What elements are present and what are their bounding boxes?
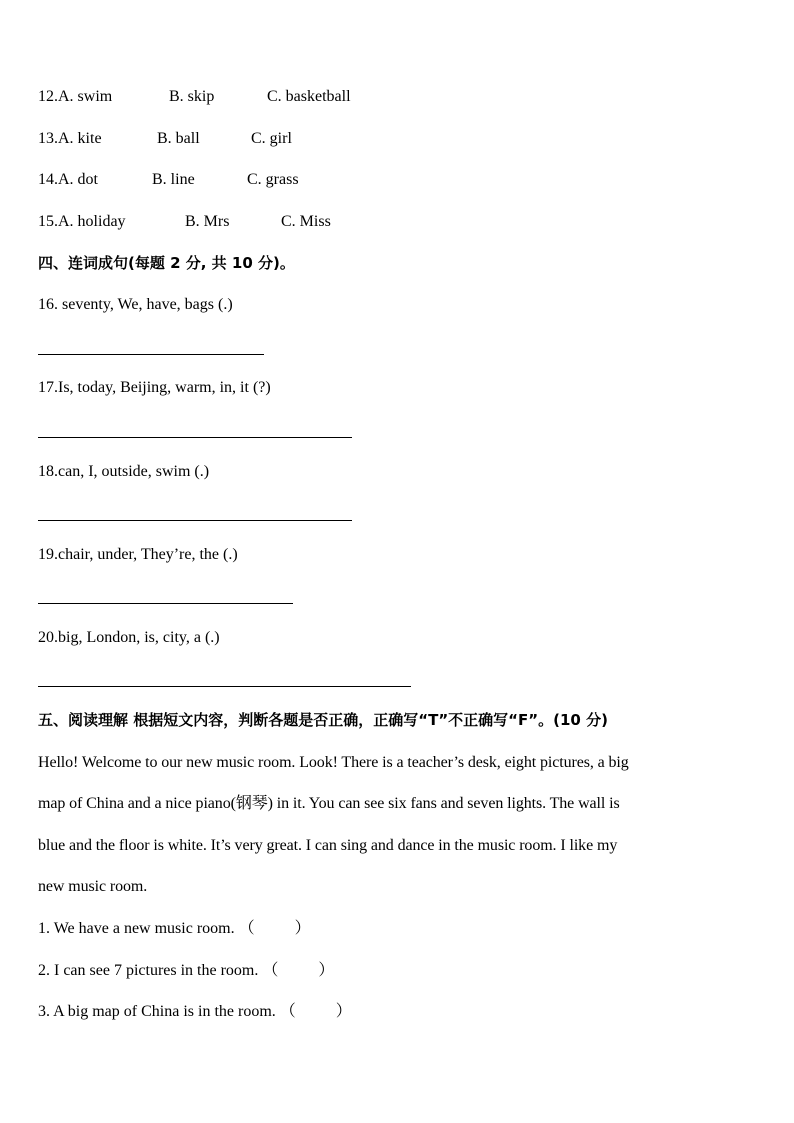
option-a: A. kite	[58, 130, 102, 147]
answer-line[interactable]	[38, 603, 293, 604]
question-text: 2. I can see 7 pictures in the room.	[38, 962, 259, 979]
judgement-question	[38, 961, 334, 981]
sentence-item: 16. seventy, We, have, bags (.)	[38, 296, 233, 313]
answer-line[interactable]	[38, 354, 264, 355]
choice-row	[38, 129, 292, 149]
option-c: C. Miss	[281, 213, 331, 230]
option-a: A. holiday	[58, 213, 126, 230]
passage-line: new music room.	[38, 878, 148, 895]
judgement-question	[38, 919, 311, 939]
answer-blank[interactable]: （ ）	[262, 962, 335, 979]
sentence-item: 18.can, I, outside, swim (.)	[38, 463, 210, 480]
question-text: 3. A big map of China is in the room.	[38, 1003, 276, 1020]
answer-line[interactable]	[38, 520, 352, 521]
answer-line[interactable]	[38, 686, 411, 687]
sentence-item: 19.chair, under, They’re, the (.)	[38, 546, 238, 563]
option-c: C. basketball	[267, 88, 351, 105]
sentence-item: 17.Is, today, Beijing, warm, in, it (?)	[38, 379, 271, 396]
answer-line[interactable]	[38, 437, 352, 438]
option-b: B. ball	[157, 130, 200, 147]
question-number: 14.	[38, 171, 58, 188]
option-c: C. grass	[247, 171, 299, 188]
option-a: A. dot	[58, 171, 98, 188]
question-number: 13.	[38, 130, 58, 147]
option-a: A. swim	[58, 88, 113, 105]
section-heading: 四、连词成句(每题 2 分, 共 10 分)。	[38, 254, 295, 272]
answer-blank[interactable]: （ ）	[279, 1003, 352, 1020]
judgement-question	[38, 1002, 352, 1022]
passage-line: Hello! Welcome to our new music room. Look! There is a teacher’s desk, eight pictures, a big	[38, 754, 629, 771]
answer-blank[interactable]: （ ）	[238, 920, 311, 937]
section-heading: 五、阅读理解 根据短文内容，判断各题是否正确，正确写“T”不正确写“F”。(10 分)	[38, 711, 608, 729]
choice-row	[38, 87, 351, 107]
choice-row	[38, 170, 299, 190]
passage-line: blue and the floor is white. It’s very great. I can sing and dance in the music room. I like my	[38, 837, 618, 854]
sentence-item: 20.big, London, is, city, a (.)	[38, 629, 220, 646]
choice-row	[38, 212, 331, 232]
option-b: B. Mrs	[185, 213, 230, 230]
question-text: 1. We have a new music room.	[38, 920, 235, 937]
passage-line: map of China and a nice piano(钢琴) in it. You can see six fans and seven lights. The wall is	[38, 795, 620, 812]
question-number: 15.	[38, 213, 58, 230]
option-b: B. skip	[169, 88, 215, 105]
option-c: C. girl	[251, 130, 292, 147]
option-b: B. line	[152, 171, 195, 188]
question-number: 12.	[38, 88, 58, 105]
